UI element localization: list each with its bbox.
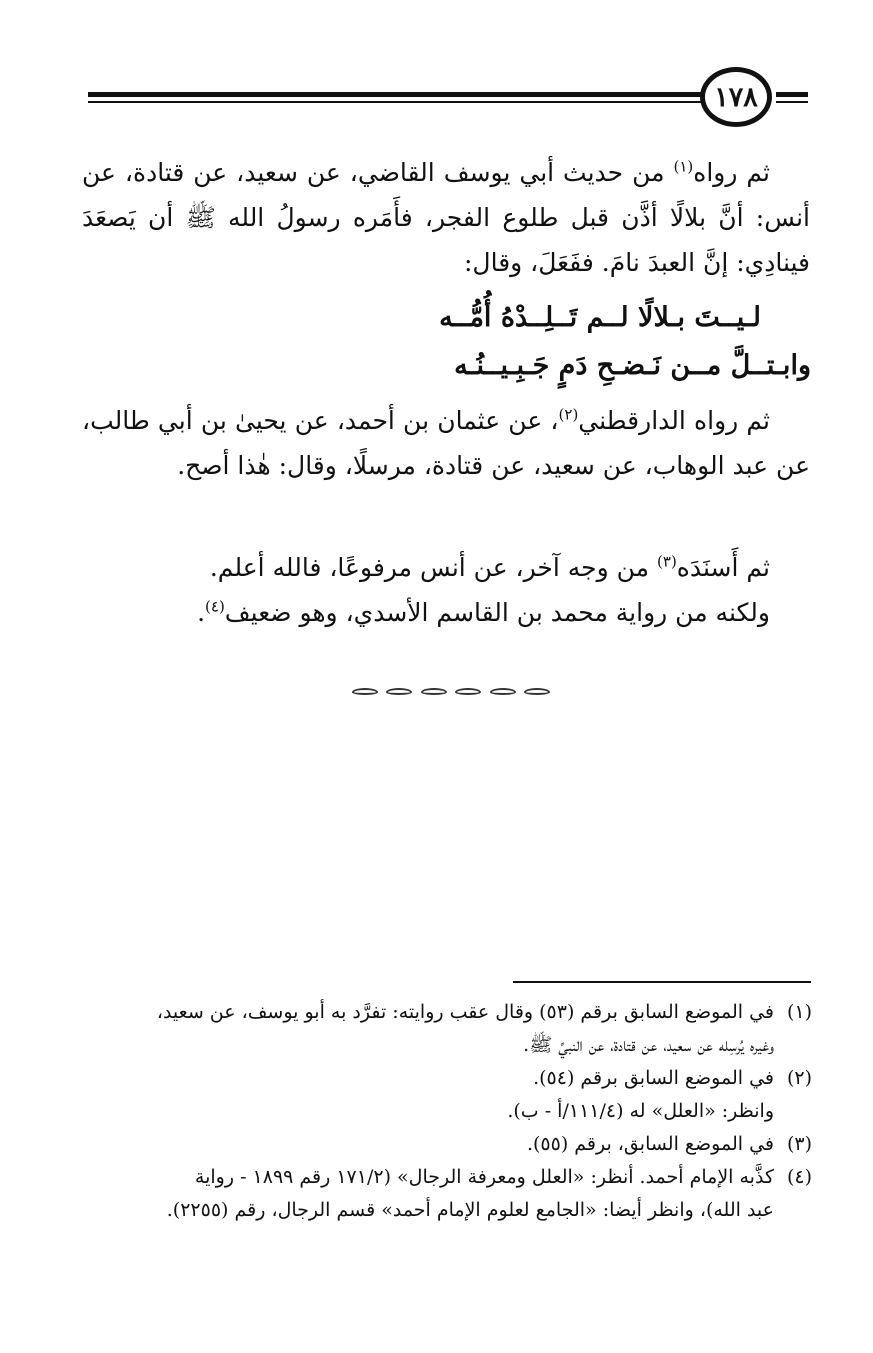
- footnote-ref-2[interactable]: (٢): [558, 405, 579, 424]
- footnote-number: (٣): [786, 1133, 812, 1155]
- footnote-body: [82, 996, 774, 1062]
- footnote-line: عبد الله)، وانظر أيضا: «الجامع لعلوم الإمام أحمد» قسم الرجال، رقم (٢٢٥٥).: [166, 1199, 774, 1221]
- footnote-line: وانظر: «العلل» له (١١١/٤/أ - ب).: [507, 1100, 774, 1122]
- footnote-line: في الموضع السابق برقم (٥٣) وقال عقب روايته: تفرَّد به أبو يوسف، عن سعيد،: [156, 1001, 774, 1023]
- verse-line-1: لـيــتَ بـلالًا لــم تَــلِــدْهُ أُمُّــه: [439, 302, 761, 333]
- ornament-leaf-icon: [386, 688, 412, 695]
- ornament-leaf-icon: [352, 688, 378, 695]
- ornament-leaf-icon: [490, 688, 516, 695]
- header-rule-right-thin: [776, 101, 808, 103]
- ornament-leaf-icon: [455, 688, 481, 695]
- footnote-ref-4[interactable]: (٤): [205, 597, 225, 616]
- para3-text-a: ثم أَسنَدَه: [676, 553, 770, 582]
- footnote-line: في الموضع السابق، برقم (٥٥).: [526, 1133, 774, 1155]
- footnote-separator: [513, 981, 811, 983]
- footnote-body: [82, 1062, 774, 1128]
- footnote-number: (٢): [786, 1067, 812, 1089]
- paragraph-text: [82, 545, 810, 590]
- page-number: ١٧٨: [700, 67, 772, 127]
- para4-text-b: .: [197, 598, 206, 627]
- ornament-divider: [352, 684, 550, 698]
- footnote-line: في الموضع السابق برقم (٥٤).: [533, 1067, 774, 1089]
- header-rule-thick: [88, 92, 733, 97]
- footnote-1: [82, 996, 812, 1062]
- footnote-3: [82, 1128, 812, 1161]
- footnote-line: كذَّبه الإمام أحمد. أنظر: «العلل ومعرفة الرجال» (١٧١/٢ رقم ١٨٩٩ - رواية: [194, 1166, 774, 1188]
- para1-text-a: ثم رواه: [693, 158, 771, 187]
- para2-text-a: ثم رواه الدارقطني: [578, 406, 770, 435]
- footnotes: [82, 996, 812, 1227]
- footnote-number: (٤): [786, 1166, 812, 1188]
- footnote-2: [82, 1062, 812, 1128]
- footnote-4: [82, 1161, 812, 1227]
- footnote-ref-3[interactable]: (٣): [657, 552, 677, 571]
- verse-line-2: وابـتــلَّ مــن نَـضـحِ دَمٍ جَـبِـيــنُـه: [454, 350, 811, 381]
- footnote-body: [82, 1128, 774, 1161]
- footnote-line: وغيره يُرسِله عن سعيد، عن قتادة، عن النبيِّ ﷺ.: [523, 1034, 774, 1056]
- body-paragraph-3: [82, 545, 810, 635]
- body-paragraph-2: [82, 398, 810, 488]
- footnote-number: (١): [786, 1001, 812, 1023]
- header-rule-right-thick: [776, 92, 808, 97]
- header-rule-thin: [88, 101, 733, 103]
- para2-text-b: ، عن عثمان بن أحمد، عن يحيىٰ بن أبي طالب، عن عبد الوهاب، عن سعيد، عن قتادة، مرسلًا، وقال: هٰذا أصح.: [82, 406, 810, 480]
- para1-text-b: من حديث أبي يوسف القاضي، عن سعيد، عن قتادة، عن أنس: أنَّ بلالًا أذَّن قبل طلوع الفجر، فأَمَره رسولُ الله ﷺ أن يَصعَدَ فينادِي: إنَّ العبدَ نامَ. ففَعَلَ، وقال:: [82, 158, 810, 277]
- footnote-body: [82, 1161, 774, 1227]
- paragraph-text: [82, 150, 810, 285]
- body-paragraph-1: [82, 150, 810, 285]
- paragraph-text: [82, 398, 810, 488]
- paragraph-text: [82, 590, 810, 635]
- ornament-leaf-icon: [524, 688, 550, 695]
- ornament-leaf-icon: [421, 688, 447, 695]
- para4-text-a: ولكنه من رواية محمد بن القاسم الأسدي، وهو ضعيف: [224, 598, 770, 627]
- footnote-ref-1[interactable]: (١): [673, 157, 694, 176]
- para3-text-b: من وجه آخر، عن أنس مرفوعًا، فالله أعلم.: [209, 553, 658, 582]
